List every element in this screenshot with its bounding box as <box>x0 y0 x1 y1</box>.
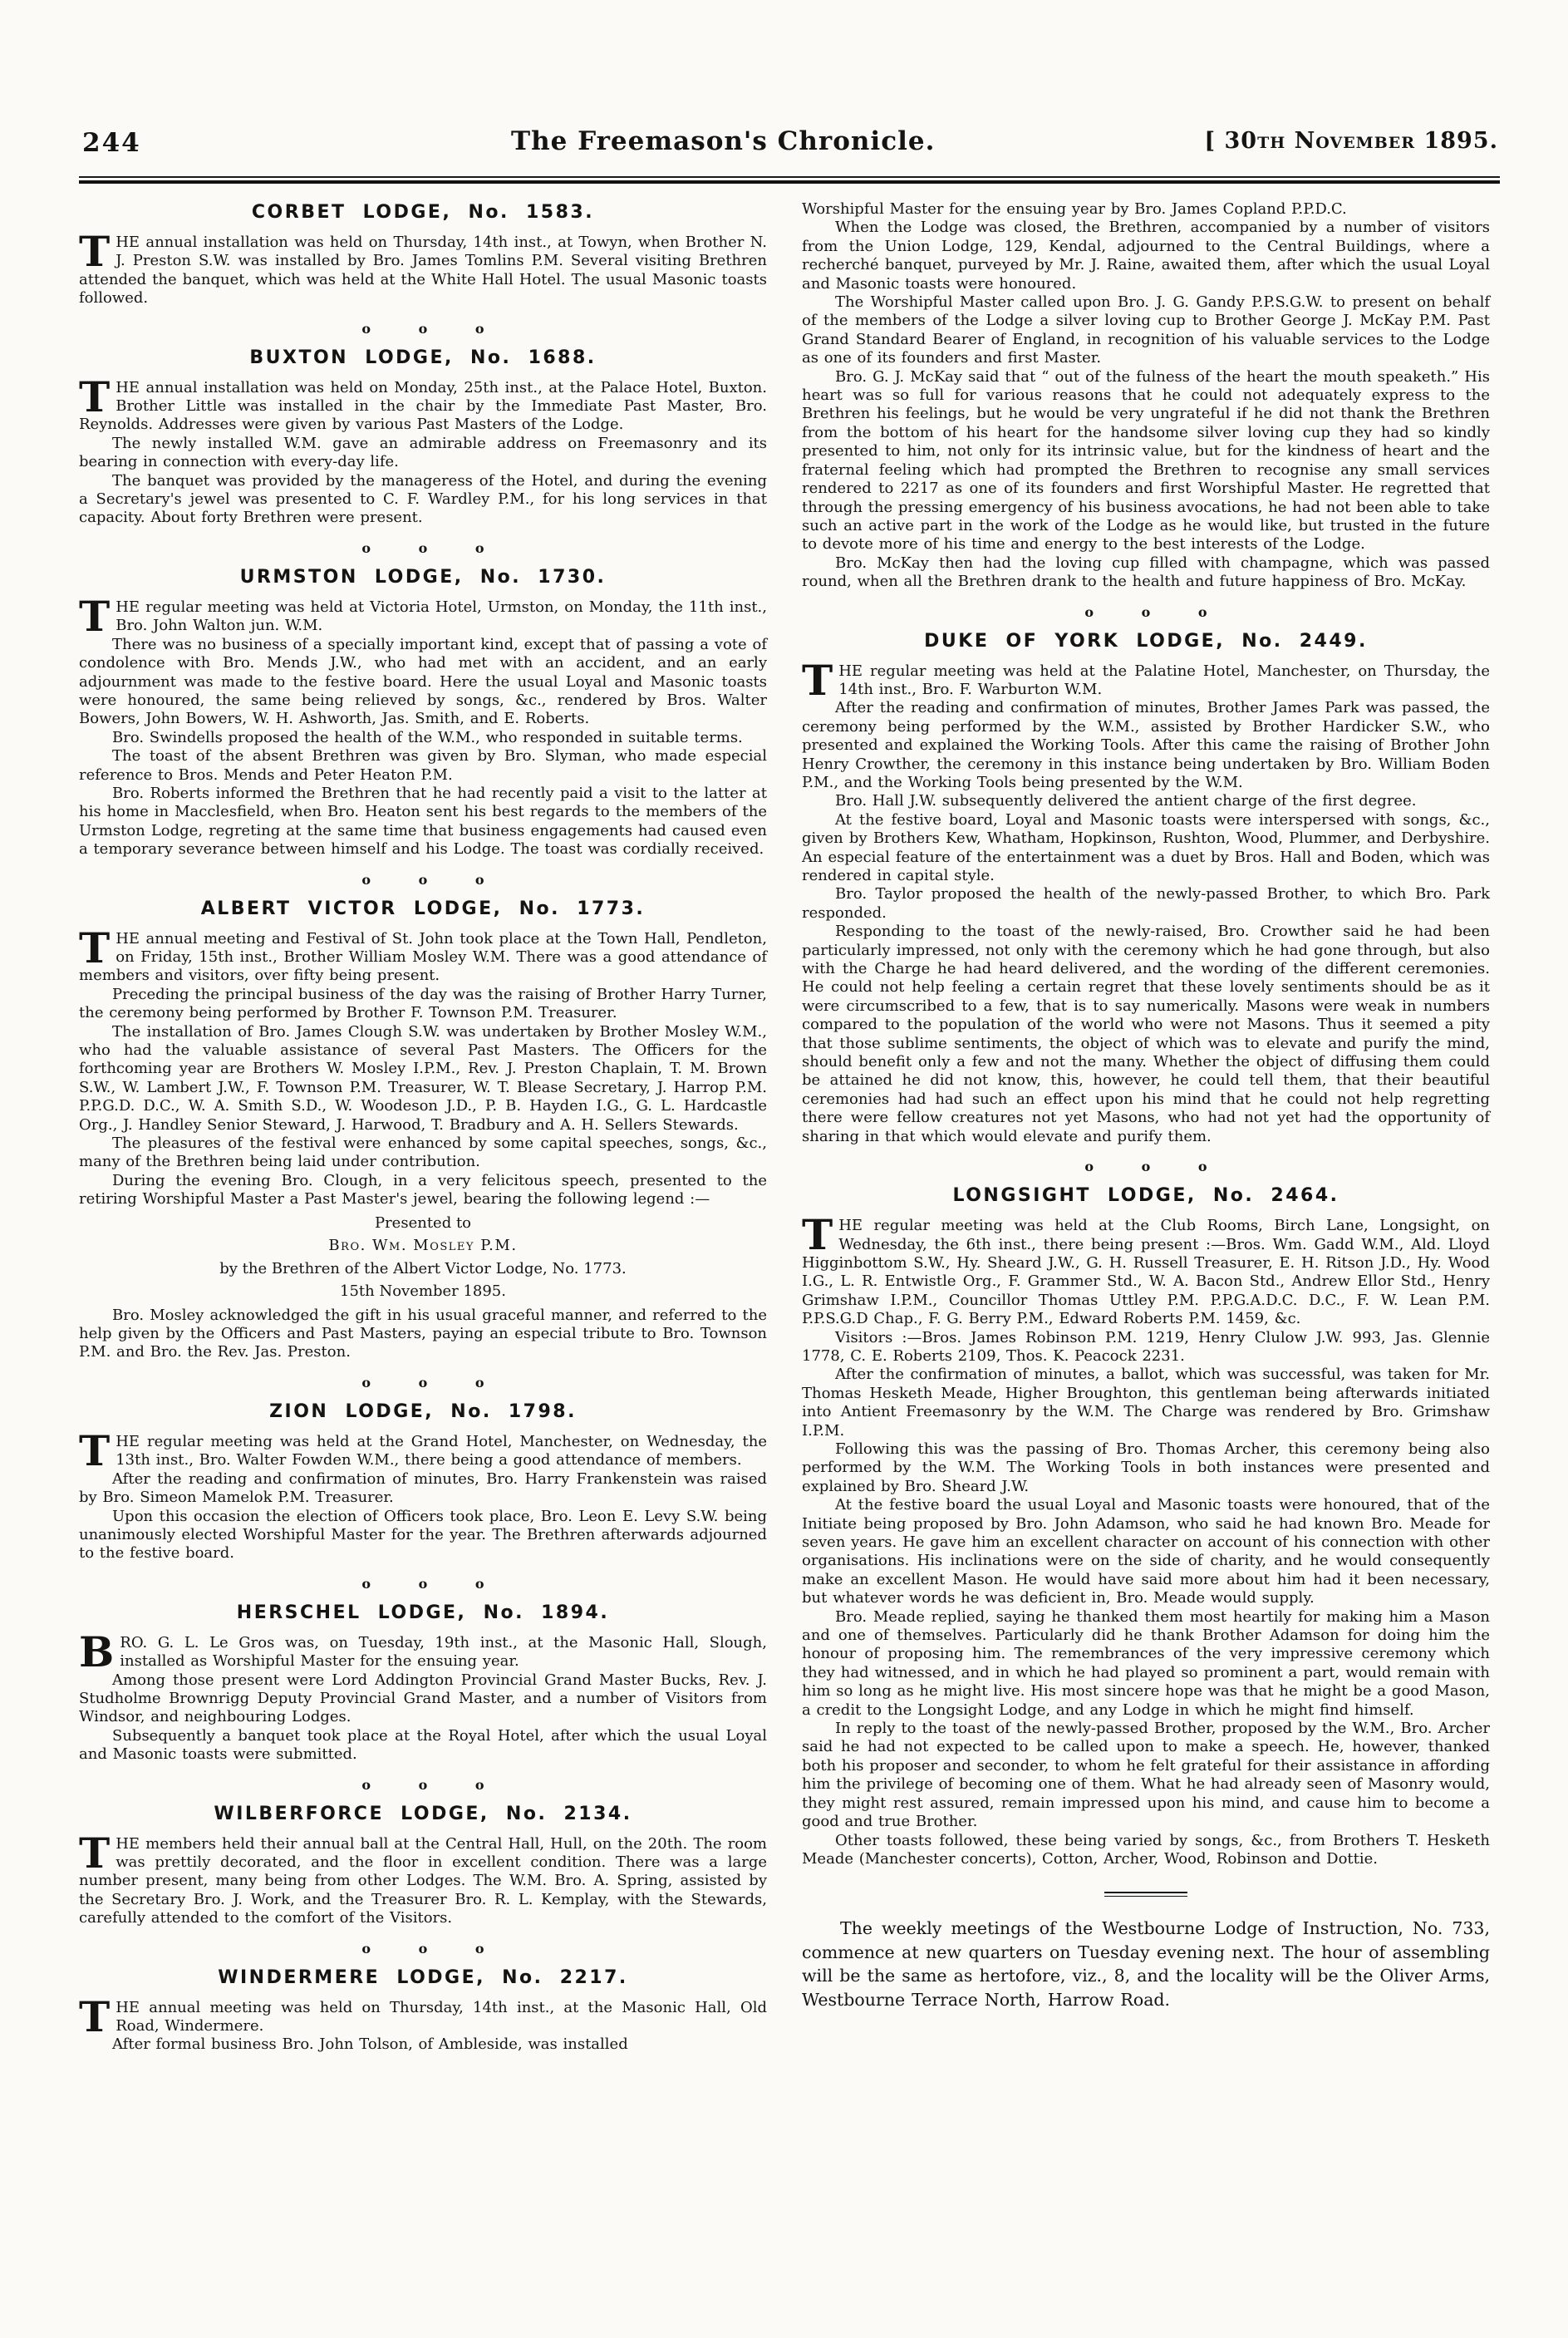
legend-date: 15th November 1895. <box>340 1282 506 1301</box>
westbourne-notice: The weekly meetings of the Westbourne Lodge of Instruction, No. 733, commence at new quarters on Tuesday evening next. The hour of assembling will be the same as hertofore, viz., 8, and the locality will be the Oliver Arms, Westbourne Terrace North, Harrow Road. <box>802 1918 1490 2010</box>
article-paragraph: Upon this occasion the election of Officers took place, Bro. Leon E. Levy S.W. being unanimously elected Worshipful Master for the year. The Brethren afterwards adjourned to the festive board. <box>79 1507 767 1563</box>
article-lead-paragraph <box>802 655 1490 705</box>
article-paragraph: The toast of the absent Brethren was given by Bro. Slyman, who made especial reference to Bros. Mends and Peter Heaton P.M. <box>79 747 767 784</box>
article-paragraph: Preceding the principal business of the day was the raising of Brother Harry Turner, the ceremony being performed by Brother F. Townson P.M. Treasurer. <box>79 985 767 1022</box>
page-number: 244 <box>82 128 141 158</box>
article-windermere-continuation <box>802 200 1490 592</box>
article-paragraph: Other toasts followed, these being varied by songs, &c., from Brothers T. Hesketh Meade (Manchester concerts), Cotton, Archer, Wood, Robinson and Dottie. <box>802 1831 1490 1868</box>
article-paragraph: Bro. McKay then had the loving cup filled with champagne, which was passed round, when all the Brethren drank to the health and future happiness of Bro. McKay. <box>802 554 1490 591</box>
article-duke-of-york-lodge <box>802 631 1490 1147</box>
article-paragraph: In reply to the toast of the newly-passed Brother, proposed by the W.M., Bro. Archer said he had not expected to be called upon to make a speech. He, however, thanked both his proposer and seconder, to whom he felt grateful for their assistance in affording him the privilege of becoming one of them. What he had already seen of Masonry would, they might rest assured, remain impressed upon his mind, and cause him to become a good and true Brother. <box>802 1720 1490 1831</box>
closing-rule <box>1104 1892 1187 1897</box>
issue-date: [ 30th November 1895. <box>1204 128 1498 154</box>
lodge-heading: CORBET LODGE, No. 1583. <box>251 202 595 223</box>
article-urmston-lodge <box>79 567 767 859</box>
lodge-heading: WINDERMERE LODGE, No. 2217. <box>218 1966 628 1988</box>
right-column <box>802 200 1490 2055</box>
article-paragraph: Bro. Meade replied, saying he thanked them most heartily for making him a Mason and one of themselves. Particularly did he thank Brother Adamson for doing him the honour of proposing him. The remembrances of the very impressive ceremony which they had witnessed, and in which he had played so prominent a part, would remain with him so long as he might live. His most sincere hope was that he might be a good Mason, a credit to the Longsight Lodge, and any Lodge in which he might find himself. <box>802 1607 1490 1719</box>
legend-recipient: Bro. Wm. Mosley P.M. <box>328 1237 518 1255</box>
dropcap-letter: T <box>79 591 111 641</box>
article-paragraph: After formal business Bro. John Tolson, of Ambleside, was installed <box>112 2035 628 2054</box>
article-lead-paragraph <box>79 923 767 986</box>
masthead <box>79 121 1500 175</box>
section-separator: o o o <box>361 1575 484 1592</box>
lodge-heading: LONGSIGHT LODGE, No. 2464. <box>952 1185 1339 1207</box>
lead-text: HE annual installation was held on Thursday, 14th inst., at Towyn, when Brother N. J. Preston S.W. was installed by Bro. James Tomlins P.M. Several visiting Brethren attended the banquet, which was held at the White Hall Hotel. The usual Masonic toasts followed. <box>79 234 767 308</box>
article-wilberforce-lodge <box>79 1804 767 1928</box>
lead-text: RO. G. L. Le Gros was, on Tuesday, 19th inst., at the Masonic Hall, Slough, installed as Worshipful Master for the ensuing year. <box>120 1633 767 1671</box>
lodge-heading: BUXTON LODGE, No. 1688. <box>249 347 597 368</box>
article-buxton-lodge <box>79 347 767 528</box>
article-lead-paragraph <box>79 1828 767 1928</box>
section-separator: o o o <box>361 320 484 337</box>
legend-line: Presented to <box>374 1213 472 1232</box>
article-lead-paragraph <box>79 1991 767 2041</box>
article-lead-paragraph <box>79 591 767 641</box>
article-paragraph: The installation of Bro. James Clough S.W. was undertaken by Brother Mosley W.M., who had the valuable assistance of several Past Masters. The Officers for the forthcoming year are Brothers W. Mosley I.P.M., Rev. J. Preston Chaplain, T. M. Brown S.W., W. Lambert J.W., F. Townson P.M. Treasurer, W. T. Blease Secretary, J. Harrop P.M. P.P.G.D. D.C., W. A. Smith S.D., W. Woodeson J.D., P. B. Hayden I.G., G. L. Hardcastle Org., J. Handley Senior Steward, J. Harwood, T. Bradbury and A. H. Sellers Stewards. <box>79 1022 767 1134</box>
article-paragraph: Bro. Mosley acknowledged the gift in his usual graceful manner, and referred to the help given by the Officers and Past Masters, paying an especial tribute to Bro. Townson P.M. and Bro. the Rev. Jas. Preston. <box>79 1306 767 1361</box>
article-longsight-lodge <box>802 1185 1490 1868</box>
article-zion-lodge <box>79 1401 767 1563</box>
article-paragraph: The Worshipful Master called upon Bro. J. G. Gandy P.P.S.G.W. to present on behalf of the members of the Lodge a silver loving cup to Brother George J. McKay P.M. Past Grand Standard Bearer of England, in recognition of his valuable services to the Lodge as one of its founders and first Master. <box>802 293 1490 367</box>
header-rule <box>79 176 1500 184</box>
article-paragraph: Bro. Roberts informed the Brethren that he had recently paid a visit to the latter at his home in Macclesfield, when Bro. Heaton sent his best regards to the members of the Urmston Lodge, regreting at the same time that business engagements had caused even a temporary severance between himself and his Lodge. The toast was cordially received. <box>79 784 767 859</box>
dropcap-letter: T <box>79 1991 111 2041</box>
article-lead-paragraph <box>79 227 767 308</box>
section-separator: o o o <box>361 539 484 556</box>
lead-text: HE members held their annual ball at the Central Hall, Hull, on the 20th. The room was prettily decorated, and the floor in excellent condition. There was a large number present, many being from other Lodges. The W.M. Bro. A. Spring, assisted by the Secretary Bro. J. Work, and the Treasurer Bro. R. L. Kemplay, with the Stewards, carefully attended to the comfort of the Visitors. <box>79 1834 767 1927</box>
article-paragraph: At the festive board the usual Loyal and Masonic toasts were honoured, that of the Initiate being proposed by Bro. John Adamson, who said he had known Bro. Meade for seven years. He gave him an excellent character on account of his connection with other organisations. His inclinations were on the side of charity, and he would consequently make an excellent Mason. He would have said more about him had it been necessary, but whatever words he was deficient in, Bro. Meade would supply. <box>802 1496 1490 1607</box>
section-separator: o o o <box>361 1940 484 1957</box>
section-separator: o o o <box>1084 603 1207 620</box>
article-paragraph: After the confirmation of minutes, a ballot, which was successful, was taken for Mr. Thomas Hesketh Meade, Higher Broughton, this gentleman being afterwards initiated into Antient Freemasonry by the W.M. The Charge was rendered by Bro. Grimshaw I.P.M. <box>802 1366 1490 1440</box>
lead-text: HE regular meeting was held at the Club Rooms, Birch Lane, Longsight, on Wednesday, the 6th inst., there being present :—Bros. Wm. Gadd W.M., Ald. Lloyd Higginbottom S.W., Hy. Sheard J.W., G. H. Russell Treasurer, E. H. Ritson J.D., Hy. Wood I.G., L. R. Entwistle Org., F. Grammer Std., W. A. Bacon Std., Andrew Ellor Std., Henry Grimshaw I.P.M., Councillor Thomas Uttley P.M. P.P.G.A.D.C. D.C., F. W. Lean P.M. P.P.S.G.D Chap., F. G. Berry P.M., Edward Roberts P.M. 1459, &c. <box>802 1217 1490 1328</box>
dropcap-letter: T <box>802 1210 833 1260</box>
article-paragraph: Bro. Taylor proposed the health of the newly-passed Brother, to which Bro. Park responded. <box>802 885 1490 922</box>
article-paragraph: Subsequently a banquet took place at the Royal Hotel, after which the usual Loyal and Masonic toasts were submitted. <box>79 1726 767 1764</box>
dropcap-letter: T <box>79 372 111 421</box>
section-separator: o o o <box>361 871 484 888</box>
lodge-heading: URMSTON LODGE, No. 1730. <box>239 566 607 588</box>
lodge-heading: DUKE OF YORK LODGE, No. 2449. <box>924 630 1368 652</box>
jewel-legend <box>79 1212 767 1303</box>
column-layout <box>79 200 1500 2055</box>
article-herschel-lodge <box>79 1602 767 1765</box>
article-paragraph: When the Lodge was closed, the Brethren, accompanied by a number of visitors from the Union Lodge, 129, Kendal, adjourned to the Central Buildings, where a recherché banquet, purveyed by Mr. J. Raine, awaited them, after which the usual Loyal and Masonic toasts were honoured. <box>802 219 1490 293</box>
lead-text: HE annual meeting was held on Thursday, 14th inst., at the Masonic Hall, Old Road, Windermere. <box>116 1998 767 2035</box>
article-albert-victor-lodge <box>79 898 767 1362</box>
article-corbet-lodge <box>79 202 767 308</box>
dropcap-letter: T <box>79 1425 111 1475</box>
article-paragraph: There was no business of a specially important kind, except that of passing a vote of condolence with Bro. Mends J.W., who had met with an accident, and an early adjournment was made to the festive board. Here the usual Loyal and Masonic toasts were honoured, the same being relieved by songs, &c., rendered by Bros. Walter Bowers, John Bowers, W. H. Ashworth, Jas. Smith, and E. Roberts. <box>79 635 767 728</box>
lead-text: HE annual meeting and Festival of St. John took place at the Town Hall, Pendleton, on Friday, 15th inst., Brother William Mosley W.M. There was a good attendance of members and visitors, over fifty being present. <box>79 929 767 985</box>
left-column <box>79 200 767 2055</box>
article-paragraph: Following this was the passing of Bro. Thomas Archer, this ceremony being also performed by the W.M. The Working Tools in both instances were presented and explained by Bro. Sheard J.W. <box>802 1440 1490 1495</box>
article-paragraph: Bro. G. J. McKay said that “ out of the fulness of the heart the mouth speaketh.” His heart was so full for various reasons that he could not adequately express to the Brethren his feelings, but he would be very ungrateful if he did not thank the Brethren from the bottom of his heart for the handsome silver loving cup they had so kindly presented to him, not only for its intrinsic value, but for the kindness of heart and the fraternal feeling which had prompted the Brethren to recognise any small services rendered to 2217 as one of its founders and first Worshipful Master. He regretted that through the pressing emergency of his business avocations, he had not been able to take such an active part in the work of the Lodge as he would like, but trusted in the future to devote more of his time and energy to the best interests of the Lodge. <box>802 367 1490 554</box>
lodge-heading: ZION LODGE, No. 1798. <box>269 1400 577 1422</box>
article-paragraph: At the festive board, Loyal and Masonic toasts were interspersed with songs, &c., given by Brothers Kew, Whatham, Hopkinson, Rushton, Wood, Plummer, and Derbyshire. An especial feature of the entertainment was a duet by Bros. Hall and Boden, which was rendered in capital style. <box>802 810 1490 884</box>
article-paragraph: During the evening Bro. Clough, in a very felicitous speech, presented to the retiring Worshipful Master a Past Master's jewel, bearing the following legend :— <box>79 1171 767 1208</box>
article-paragraph: Responding to the toast of the newly-raised, Bro. Crowther said he had been particularly impressed, not only with the ceremony which he had gone through, but also with the Charge he had heard delivered, and the wording of the different ceremonies. He could not help feeling a certain regret that these lovely sentiments should be as it were circumscribed to a few, that is to say numerically. Masons were weak in numbers compared to the population of the world who were not Masons. Thus it seemed a pity that those sublime sentiments, the object of which was to elevate and purify the mind, should benefit only a few and not the many. Whether the object of diffusing them could be attained he did not know, this, however, he could tell them, that their beautiful ceremonies had had such an effect upon his mind that he could not help regretting there were fellow creatures not yet Masons, who had not yet had the opportunity of sharing in that which would elevate and purify them. <box>802 923 1490 1145</box>
section-separator: o o o <box>361 1776 484 1793</box>
article-lead-paragraph <box>79 1425 767 1475</box>
article-paragraph: Bro. Hall J.W. subsequently delivered the antient charge of the first degree. <box>835 792 1417 810</box>
article-paragraph: After the reading and confirmation of minutes, Bro. Harry Frankenstein was raised by Bro. Simeon Mamelok P.M. Treasurer. <box>79 1469 767 1507</box>
dropcap-letter: T <box>79 1828 111 1878</box>
article-paragraph: Bro. Swindells proposed the health of the W.M., who responded in suitable terms. <box>112 728 743 746</box>
lodge-heading: ALBERT VICTOR LODGE, No. 1773. <box>200 898 646 919</box>
article-lead-paragraph <box>79 1627 767 1676</box>
continuation-paragraph: Worshipful Master for the ensuing year by Bro. James Copland P.P.D.C. <box>802 200 1347 218</box>
article-windermere-lodge <box>79 1967 767 2055</box>
article-paragraph: The pleasures of the festival were enhanced by some capital speeches, songs, &c., many of the Brethren being laid under contribution. <box>79 1135 767 1171</box>
publication-title: The Freemason's Chronicle. <box>511 126 936 156</box>
section-separator: o o o <box>1084 1159 1207 1175</box>
lead-text: HE regular meeting was held at the Palatine Hotel, Manchester, on Thursday, the 14th inst., Bro. F. Warburton W.M. <box>838 662 1490 698</box>
lead-text: HE regular meeting was held at Victoria Hotel, Urmston, on Monday, the 11th inst., Bro. John Walton jun. W.M. <box>116 598 767 635</box>
article-lead-paragraph <box>79 372 767 435</box>
dropcap-letter: B <box>79 1627 115 1676</box>
article-paragraph: Visitors :—Bros. James Robinson P.M. 1219, Henry Clulow J.W. 993, Jas. Glennie 1778, C. E. Roberts 2109, Thos. K. Peacock 2231. <box>802 1328 1490 1365</box>
dropcap-letter: T <box>79 923 111 972</box>
legend-line: by the Brethren of the Albert Victor Lodge, No. 1773. <box>219 1259 627 1277</box>
lead-text: HE annual installation was held on Monday, 25th inst., at the Palace Hotel, Buxton. Brother Little was installed in the chair by the Immediate Past Master, Bro. Reynolds. Addresses were given by various Past Masters of the Lodge. <box>79 378 767 434</box>
lodge-heading: HERSCHEL LODGE, No. 1894. <box>236 1602 610 1623</box>
article-paragraph: After the reading and confirmation of minutes, Brother James Park was passed, the ceremony being performed by the W.M., assisted by Brother Hardicker S.W., who presented and explained the Working Tools. After this came the raising of Brother John Henry Crowther, the ceremony in this instance being undertaken by Bro. William Boden P.M., and the Working Tools being presented by the W.M. <box>802 699 1490 791</box>
article-lead-paragraph <box>802 1210 1490 1328</box>
article-paragraph: Among those present were Lord Addington Provincial Grand Master Bucks, Rev. J. Studholme Brownrigg Deputy Provincial Grand Master, and a number of Visitors from Windsor, and neighbouring Lodges. <box>79 1671 767 1726</box>
lead-text: HE regular meeting was held at the Grand Hotel, Manchester, on Wednesday, the 13th inst., Bro. Walter Fowden W.M., there being a good attendance of members. <box>116 1432 767 1469</box>
lodge-heading: WILBERFORCE LODGE, No. 2134. <box>214 1803 632 1824</box>
dropcap-letter: T <box>802 655 833 705</box>
section-separator: o o o <box>361 1374 484 1390</box>
article-paragraph: The newly installed W.M. gave an admirable address on Freemasonry and its bearing in connection with every-day life. <box>79 434 767 471</box>
article-paragraph: The banquet was provided by the manageress of the Hotel, and during the evening a Secretary's jewel was presented to C. F. Wardley P.M., for his long services in that capacity. About forty Brethren were present. <box>79 471 767 527</box>
dropcap-letter: T <box>79 227 111 276</box>
